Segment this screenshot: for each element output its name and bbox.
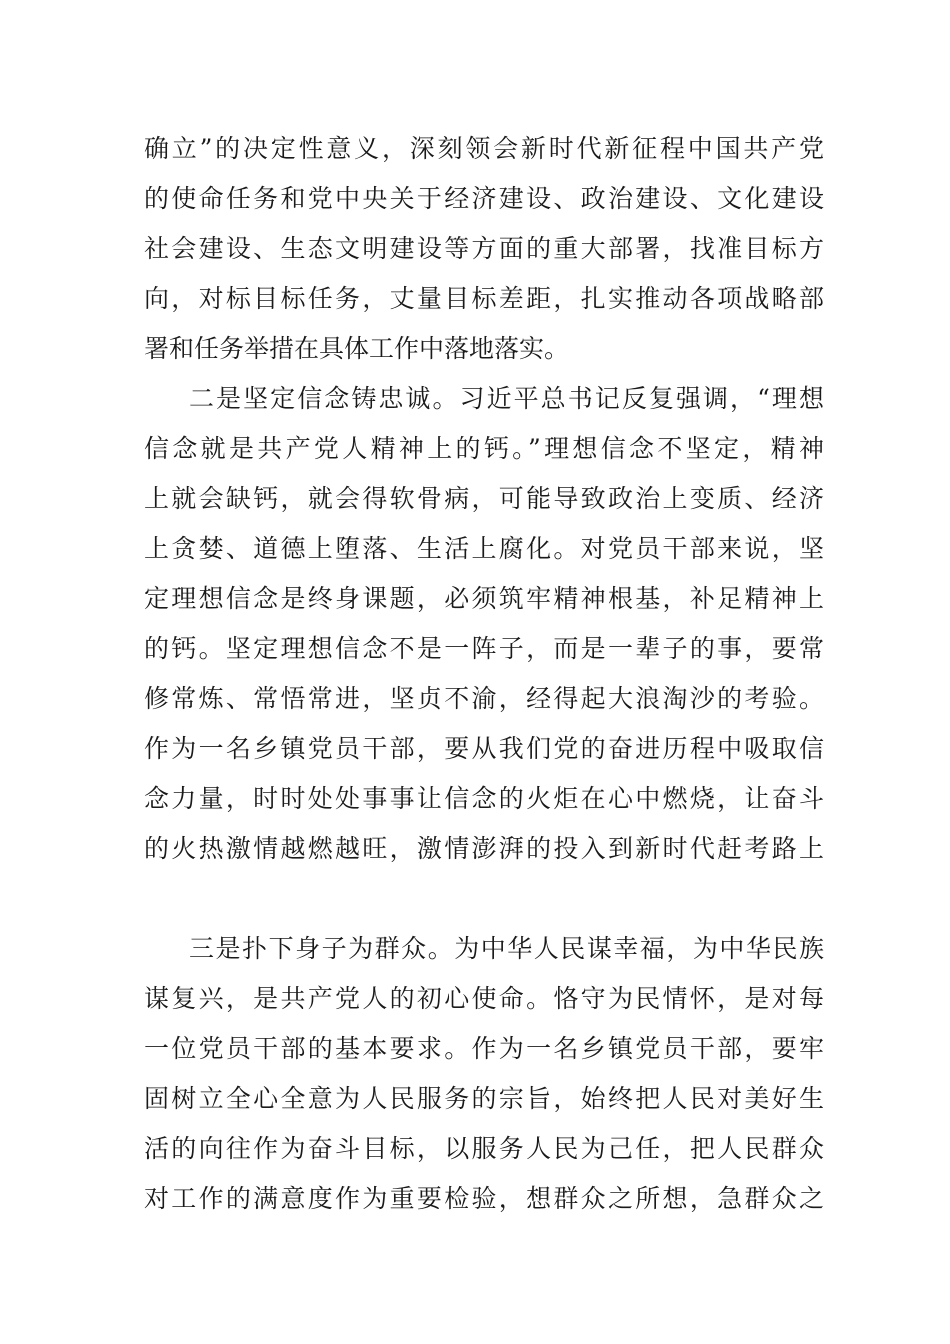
paragraph-1-line-1: 确立”的决定性意义，深刻领会新时代新征程中国共产党	[144, 134, 824, 163]
paragraph-2-line-6: 的钙。坚定理想信念不是一阵子，而是一辈子的事，要常	[144, 634, 824, 663]
paragraph-2-line-4: 上贪婪、道德上堕落、生活上腐化。对党员干部来说，坚	[144, 534, 824, 563]
paragraph-1-line-2: 的使命任务和党中央关于经济建设、政治建设、文化建设	[144, 184, 824, 213]
paragraph-3-line-3: 一位党员干部的基本要求。作为一名乡镇党员干部，要牢	[144, 1034, 824, 1063]
paragraph-2-line-9: 念力量，时时处处事事让信念的火炬在心中燃烧，让奋斗	[144, 784, 824, 813]
paragraph-2-line-1: 二是坚定信念铸忠诚。习近平总书记反复强调，“理想	[189, 384, 824, 413]
paragraph-3-line-5: 活的向往作为奋斗目标，以服务人民为己任，把人民群众	[144, 1134, 824, 1163]
paragraph-3-line-1: 三是扑下身子为群众。为中华人民谋幸福，为中华民族	[189, 934, 824, 963]
paragraph-2-line-10: 的火热激情越燃越旺，激情澎湃的投入到新时代赶考路上	[144, 834, 824, 863]
paragraph-2-line-3: 上就会缺钙，就会得软骨病，可能导致政治上变质、经济	[144, 484, 824, 513]
paragraph-2-line-8: 作为一名乡镇党员干部，要从我们党的奋进历程中吸取信	[144, 734, 824, 763]
paragraph-3-line-2: 谋复兴，是共产党人的初心使命。恪守为民情怀，是对每	[144, 984, 824, 1013]
paragraph-2-line-2: 信念就是共产党人精神上的钙。”理想信念不坚定，精神	[144, 434, 824, 463]
paragraph-2-line-7: 修常炼、常悟常进，坚贞不渝，经得起大浪淘沙的考验。	[144, 684, 824, 713]
paragraph-2-line-5: 定理想信念是终身课题，必须筑牢精神根基，补足精神上	[144, 584, 824, 613]
paragraph-1-line-4: 向，对标目标任务，丈量目标差距，扎实推动各项战略部	[144, 284, 824, 313]
paragraph-3-line-6: 对工作的满意度作为重要检验，想群众之所想，急群众之	[144, 1184, 824, 1213]
paragraph-1-line-3: 社会建设、生态文明建设等方面的重大部署，找准目标方	[144, 234, 824, 263]
paragraph-1-line-5: 署和任务举措在具体工作中落地落实。	[144, 334, 570, 363]
paragraph-3-line-4: 固树立全心全意为人民服务的宗旨，始终把人民对美好生	[144, 1084, 824, 1113]
